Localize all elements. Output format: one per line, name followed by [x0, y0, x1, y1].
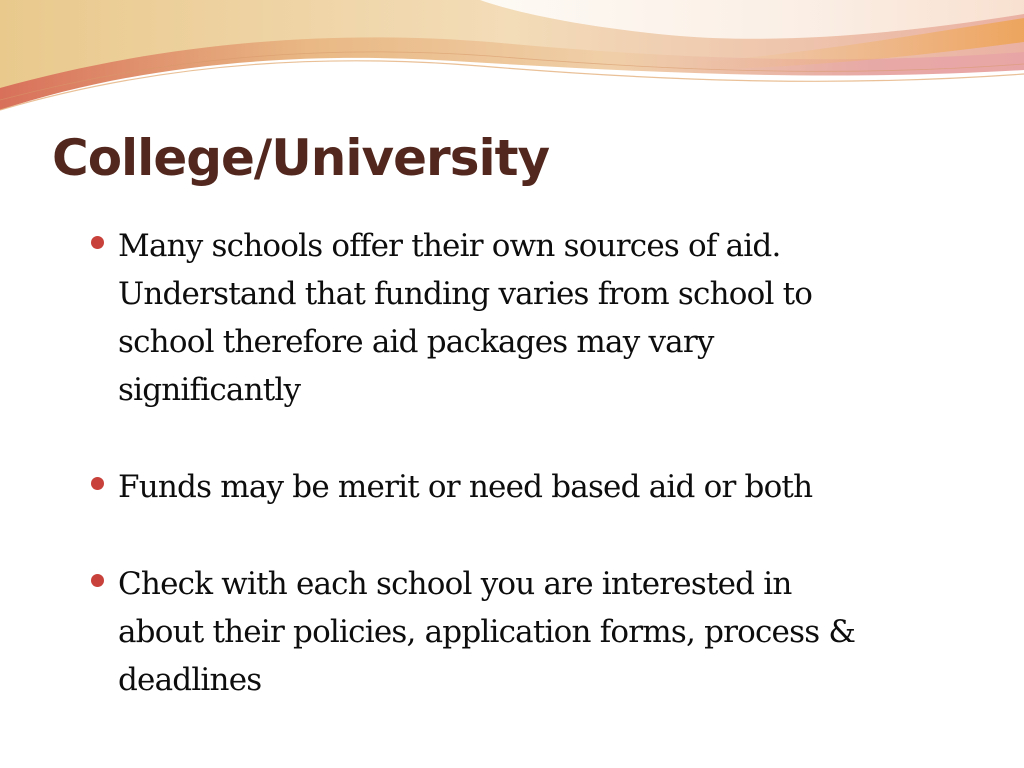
bullet-line: Many schools offer their own sources of aid. — [118, 228, 781, 264]
header-wave-decoration — [0, 0, 1024, 140]
bullet-item — [88, 222, 988, 414]
bullet-dot-icon — [91, 236, 104, 249]
bullet-line: significantly — [118, 372, 301, 408]
bullet-text — [118, 463, 988, 511]
bullet-text — [118, 560, 988, 704]
bullet-line: Check with each school you are interested in — [118, 566, 792, 602]
bullet-dot-icon — [91, 574, 104, 587]
bullet-item — [88, 463, 988, 511]
bullet-line: deadlines — [118, 662, 262, 698]
bullet-line: school therefore aid packages may vary — [118, 324, 714, 360]
slide-title: College/University — [52, 129, 550, 187]
bullet-line: Funds may be merit or need based aid or both — [118, 469, 813, 505]
bullet-dot-icon — [91, 477, 104, 490]
bullet-line: about their policies, application forms, process & — [118, 614, 856, 650]
bullet-item — [88, 560, 988, 704]
bullet-line: Understand that funding varies from school to — [118, 276, 813, 312]
bullet-list — [88, 222, 988, 704]
bullet-text — [118, 222, 988, 414]
